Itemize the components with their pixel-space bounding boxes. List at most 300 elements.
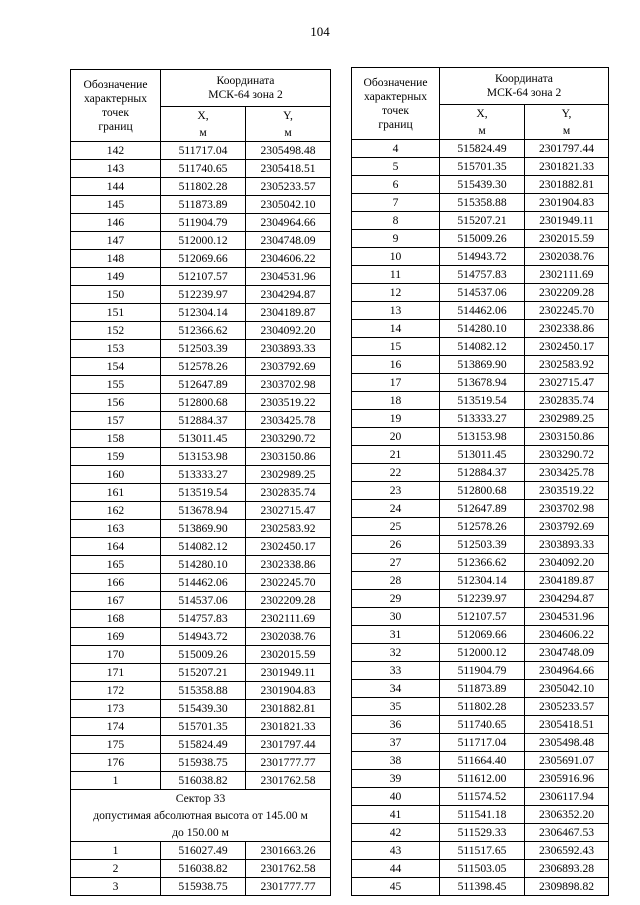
header-y: Y, м: [525, 105, 609, 140]
y-coordinate: 2302583.92: [525, 356, 609, 374]
table-row: [71, 878, 331, 896]
point-number: 29: [352, 590, 440, 608]
table-row: [352, 374, 609, 392]
y-coordinate: 2301949.11: [525, 212, 609, 230]
y-coordinate: 2302245.70: [246, 574, 331, 592]
table-row: [71, 538, 331, 556]
x-coordinate: 512304.14: [161, 304, 246, 322]
point-number: 2: [71, 860, 161, 878]
x-coordinate: 511873.89: [161, 196, 246, 214]
x-coordinate: 512884.37: [440, 464, 525, 482]
x-coordinate: 512884.37: [161, 412, 246, 430]
table-row: [352, 230, 609, 248]
x-coordinate: 511717.04: [440, 734, 525, 752]
y-coordinate: 2302015.59: [246, 646, 331, 664]
x-coordinate: 511717.04: [161, 142, 246, 160]
left-table-body: [71, 142, 331, 790]
table-row: [352, 176, 609, 194]
point-number: 166: [71, 574, 161, 592]
x-coordinate: 511529.33: [440, 824, 525, 842]
point-number: 11: [352, 266, 440, 284]
y-coordinate: 2306592.43: [525, 842, 609, 860]
table-row: [71, 556, 331, 574]
y-coordinate: 2302338.86: [525, 320, 609, 338]
x-coordinate: 514462.06: [440, 302, 525, 320]
coordinates-table-right: [351, 67, 609, 896]
point-number: 37: [352, 734, 440, 752]
x-coordinate: 512800.68: [161, 394, 246, 412]
y-coordinate: 2301821.33: [525, 158, 609, 176]
table-row: [71, 664, 331, 682]
y-coordinate: 2304606.22: [246, 250, 331, 268]
table-row: [352, 590, 609, 608]
x-coordinate: 512647.89: [440, 500, 525, 518]
table-row: [71, 754, 331, 772]
x-coordinate: 512107.57: [161, 268, 246, 286]
x-coordinate: 515938.75: [161, 878, 246, 896]
point-number: 1: [71, 842, 161, 860]
point-number: 33: [352, 662, 440, 680]
table-row: [71, 412, 331, 430]
coordinates-table-left: [70, 69, 331, 896]
point-number: 43: [352, 842, 440, 860]
x-coordinate: 513153.98: [440, 428, 525, 446]
table-row: [71, 646, 331, 664]
table-row: [71, 610, 331, 628]
point-number: 145: [71, 196, 161, 214]
x-coordinate: 515824.49: [161, 736, 246, 754]
table-row: [352, 770, 609, 788]
x-coordinate: 511802.28: [440, 698, 525, 716]
sector-section: [71, 790, 331, 842]
header-designation: Обозначение характерных точек границ: [71, 70, 161, 142]
table-row: [352, 392, 609, 410]
x-coordinate: 515824.49: [440, 140, 525, 158]
point-number: 7: [352, 194, 440, 212]
x-coordinate: 512647.89: [161, 376, 246, 394]
x-coordinate: 514082.12: [440, 338, 525, 356]
point-number: 24: [352, 500, 440, 518]
point-number: 144: [71, 178, 161, 196]
x-coordinate: 512000.12: [161, 232, 246, 250]
point-number: 6: [352, 176, 440, 194]
y-coordinate: 2302038.76: [246, 628, 331, 646]
point-number: 165: [71, 556, 161, 574]
y-coordinate: 2301904.83: [246, 682, 331, 700]
table-row: [71, 340, 331, 358]
table-row: [352, 212, 609, 230]
table-row: [352, 464, 609, 482]
x-coordinate: 512239.97: [440, 590, 525, 608]
x-coordinate: 511740.65: [440, 716, 525, 734]
y-coordinate: 2304092.20: [525, 554, 609, 572]
table-row: [352, 680, 609, 698]
point-number: 45: [352, 878, 440, 896]
x-coordinate: 511873.89: [440, 680, 525, 698]
point-number: 143: [71, 160, 161, 178]
point-number: 159: [71, 448, 161, 466]
y-coordinate: 2302835.74: [246, 484, 331, 502]
x-coordinate: 515701.35: [440, 158, 525, 176]
table-row: [352, 698, 609, 716]
x-coordinate: 514943.72: [440, 248, 525, 266]
point-number: 152: [71, 322, 161, 340]
y-coordinate: 2303893.33: [525, 536, 609, 554]
point-number: 14: [352, 320, 440, 338]
y-coordinate: 2301663.26: [246, 842, 331, 860]
y-coordinate: 2303150.86: [525, 428, 609, 446]
y-coordinate: 2304531.96: [246, 268, 331, 286]
x-coordinate: 515439.30: [161, 700, 246, 718]
table-row: [71, 394, 331, 412]
y-coordinate: 2302835.74: [525, 392, 609, 410]
table-row: [352, 446, 609, 464]
y-coordinate: 2305418.51: [246, 160, 331, 178]
x-coordinate: 515358.88: [440, 194, 525, 212]
sector-height-line2: до 150.00 м: [172, 826, 229, 839]
header-designation: Обозначение характерных точек границ: [352, 68, 440, 140]
point-number: 161: [71, 484, 161, 502]
x-coordinate: 515207.21: [161, 664, 246, 682]
point-number: 30: [352, 608, 440, 626]
point-number: 27: [352, 554, 440, 572]
point-number: 3: [71, 878, 161, 896]
x-coordinate: 511904.79: [440, 662, 525, 680]
x-coordinate: 511740.65: [161, 160, 246, 178]
x-coordinate: 511612.00: [440, 770, 525, 788]
y-coordinate: 2303425.78: [525, 464, 609, 482]
point-number: 9: [352, 230, 440, 248]
x-coordinate: 513678.94: [161, 502, 246, 520]
x-coordinate: 515701.35: [161, 718, 246, 736]
table-row: [352, 536, 609, 554]
x-coordinate: 514462.06: [161, 574, 246, 592]
y-coordinate: 2303425.78: [246, 412, 331, 430]
table-row: [352, 500, 609, 518]
table-row: [352, 356, 609, 374]
x-coordinate: 512000.12: [440, 644, 525, 662]
y-coordinate: 2303893.33: [246, 340, 331, 358]
table-row: [352, 320, 609, 338]
point-number: 25: [352, 518, 440, 536]
point-number: 35: [352, 698, 440, 716]
point-number: 23: [352, 482, 440, 500]
point-number: 163: [71, 520, 161, 538]
sector-height-line1: допустимая абсолютная высота от 145.00 м: [93, 809, 308, 822]
sector-caption: [71, 790, 331, 842]
y-coordinate: 2305418.51: [525, 716, 609, 734]
x-coordinate: 516038.82: [161, 772, 246, 790]
table-row: [71, 142, 331, 160]
y-coordinate: 2304189.87: [525, 572, 609, 590]
y-coordinate: 2301777.77: [246, 754, 331, 772]
x-coordinate: 514943.72: [161, 628, 246, 646]
point-number: 4: [352, 140, 440, 158]
y-coordinate: 2305233.57: [246, 178, 331, 196]
table-row: [352, 518, 609, 536]
x-coordinate: 512366.62: [161, 322, 246, 340]
table-row: [352, 662, 609, 680]
table-row: [71, 574, 331, 592]
y-coordinate: 2301797.44: [525, 140, 609, 158]
y-coordinate: 2302015.59: [525, 230, 609, 248]
point-number: 21: [352, 446, 440, 464]
y-coordinate: 2302715.47: [525, 374, 609, 392]
point-number: 160: [71, 466, 161, 484]
y-coordinate: 2301777.77: [246, 878, 331, 896]
table-row: [352, 338, 609, 356]
y-coordinate: 2304531.96: [525, 608, 609, 626]
table-row: [71, 160, 331, 178]
y-coordinate: 2305498.48: [246, 142, 331, 160]
y-coordinate: 2302111.69: [525, 266, 609, 284]
y-coordinate: 2301904.83: [525, 194, 609, 212]
y-coordinate: 2301821.33: [246, 718, 331, 736]
x-coordinate: 512578.26: [440, 518, 525, 536]
table-row: [71, 448, 331, 466]
table-row: [352, 878, 609, 896]
table-row: [352, 302, 609, 320]
point-number: 17: [352, 374, 440, 392]
table-row: [352, 554, 609, 572]
point-number: 169: [71, 628, 161, 646]
y-coordinate: 2301797.44: [246, 736, 331, 754]
y-coordinate: 2301762.58: [246, 860, 331, 878]
y-coordinate: 2302038.76: [525, 248, 609, 266]
x-coordinate: 514537.06: [161, 592, 246, 610]
x-coordinate: 514537.06: [440, 284, 525, 302]
y-coordinate: 2306352.20: [525, 806, 609, 824]
header-y: Y, м: [246, 107, 331, 142]
x-coordinate: 514280.10: [161, 556, 246, 574]
x-coordinate: 515358.88: [161, 682, 246, 700]
x-coordinate: 516038.82: [161, 860, 246, 878]
table-row: [352, 860, 609, 878]
point-number: 156: [71, 394, 161, 412]
point-number: 8: [352, 212, 440, 230]
page-number: 104: [310, 24, 330, 39]
table-row: [352, 284, 609, 302]
point-number: 146: [71, 214, 161, 232]
point-number: 142: [71, 142, 161, 160]
y-coordinate: 2302209.28: [525, 284, 609, 302]
point-number: 162: [71, 502, 161, 520]
x-coordinate: 512800.68: [440, 482, 525, 500]
y-coordinate: 2305233.57: [525, 698, 609, 716]
y-coordinate: 2304092.20: [246, 322, 331, 340]
x-coordinate: 513153.98: [161, 448, 246, 466]
table-row: [352, 752, 609, 770]
point-number: 44: [352, 860, 440, 878]
table-row: [352, 266, 609, 284]
point-number: 157: [71, 412, 161, 430]
x-coordinate: 512239.97: [161, 286, 246, 304]
table-row: [352, 626, 609, 644]
y-coordinate: 2304964.66: [525, 662, 609, 680]
table-row: [71, 628, 331, 646]
y-coordinate: 2304294.87: [525, 590, 609, 608]
point-number: 19: [352, 410, 440, 428]
x-coordinate: 512503.39: [161, 340, 246, 358]
y-coordinate: 2301949.11: [246, 664, 331, 682]
point-number: 176: [71, 754, 161, 772]
table-row: [71, 466, 331, 484]
point-number: 18: [352, 392, 440, 410]
table-row: [71, 718, 331, 736]
y-coordinate: 2303519.22: [525, 482, 609, 500]
header-x: X, м: [440, 105, 525, 140]
table-row: [71, 232, 331, 250]
point-number: 150: [71, 286, 161, 304]
x-coordinate: 512366.62: [440, 554, 525, 572]
table-row: [71, 592, 331, 610]
y-coordinate: 2302715.47: [246, 502, 331, 520]
x-coordinate: 513011.45: [440, 446, 525, 464]
point-number: 12: [352, 284, 440, 302]
y-coordinate: 2303702.98: [525, 500, 609, 518]
y-coordinate: 2303792.69: [525, 518, 609, 536]
point-number: 170: [71, 646, 161, 664]
y-coordinate: 2302989.25: [246, 466, 331, 484]
table-row: [352, 482, 609, 500]
y-coordinate: 2305916.96: [525, 770, 609, 788]
x-coordinate: 515938.75: [161, 754, 246, 772]
x-coordinate: 514757.83: [440, 266, 525, 284]
point-number: 10: [352, 248, 440, 266]
y-coordinate: 2304294.87: [246, 286, 331, 304]
y-coordinate: 2301762.58: [246, 772, 331, 790]
x-coordinate: 511574.52: [440, 788, 525, 806]
x-coordinate: 514082.12: [161, 538, 246, 556]
table-row: [352, 806, 609, 824]
table-row: [71, 842, 331, 860]
point-number: 15: [352, 338, 440, 356]
point-number: 171: [71, 664, 161, 682]
table-row: [71, 860, 331, 878]
x-coordinate: 513011.45: [161, 430, 246, 448]
point-number: 164: [71, 538, 161, 556]
header-coordinate: Координата МСК-64 зона 2: [440, 68, 609, 105]
sector-title: Сектор 33: [175, 792, 226, 805]
point-number: 158: [71, 430, 161, 448]
point-number: 39: [352, 770, 440, 788]
y-coordinate: 2303792.69: [246, 358, 331, 376]
table-row: [71, 430, 331, 448]
x-coordinate: 514757.83: [161, 610, 246, 628]
y-coordinate: 2302338.86: [246, 556, 331, 574]
y-coordinate: 2303519.22: [246, 394, 331, 412]
y-coordinate: 2303290.72: [246, 430, 331, 448]
table-row: [352, 842, 609, 860]
sector-table-body: [71, 842, 331, 896]
point-number: 173: [71, 700, 161, 718]
y-coordinate: 2304748.09: [246, 232, 331, 250]
y-coordinate: 2302450.17: [525, 338, 609, 356]
table-row: [352, 788, 609, 806]
y-coordinate: 2305042.10: [246, 196, 331, 214]
table-row: [352, 572, 609, 590]
y-coordinate: 2302111.69: [246, 610, 331, 628]
x-coordinate: 511541.18: [440, 806, 525, 824]
table-row: [71, 250, 331, 268]
x-coordinate: 511664.40: [440, 752, 525, 770]
table-row: [71, 358, 331, 376]
x-coordinate: 515009.26: [161, 646, 246, 664]
x-coordinate: 513519.54: [161, 484, 246, 502]
point-number: 154: [71, 358, 161, 376]
point-number: 42: [352, 824, 440, 842]
y-coordinate: 2304748.09: [525, 644, 609, 662]
y-coordinate: 2301882.81: [246, 700, 331, 718]
point-number: 1: [71, 772, 161, 790]
y-coordinate: 2306467.53: [525, 824, 609, 842]
x-coordinate: 513333.27: [161, 466, 246, 484]
point-number: 38: [352, 752, 440, 770]
point-number: 172: [71, 682, 161, 700]
y-coordinate: 2301882.81: [525, 176, 609, 194]
x-coordinate: 512578.26: [161, 358, 246, 376]
x-coordinate: 515439.30: [440, 176, 525, 194]
right-table-body: [352, 140, 609, 896]
table-row: [352, 716, 609, 734]
table-row: [352, 140, 609, 158]
x-coordinate: 513869.90: [161, 520, 246, 538]
table-row: [71, 322, 331, 340]
point-number: 22: [352, 464, 440, 482]
y-coordinate: 2302209.28: [246, 592, 331, 610]
x-coordinate: 511904.79: [161, 214, 246, 232]
table-row: [71, 520, 331, 538]
table-row: [352, 194, 609, 212]
y-coordinate: 2302450.17: [246, 538, 331, 556]
y-coordinate: 2305498.48: [525, 734, 609, 752]
point-number: 41: [352, 806, 440, 824]
table-row: [71, 700, 331, 718]
x-coordinate: 512503.39: [440, 536, 525, 554]
header-coordinate: Координата МСК-64 зона 2: [161, 70, 331, 107]
table-row: [352, 734, 609, 752]
x-coordinate: 513869.90: [440, 356, 525, 374]
table-row: [352, 608, 609, 626]
y-coordinate: 2303290.72: [525, 446, 609, 464]
point-number: 34: [352, 680, 440, 698]
table-row: [71, 304, 331, 322]
y-coordinate: 2302245.70: [525, 302, 609, 320]
point-number: 151: [71, 304, 161, 322]
table-row: [71, 502, 331, 520]
y-coordinate: 2302583.92: [246, 520, 331, 538]
table-row: [352, 824, 609, 842]
y-coordinate: 2305042.10: [525, 680, 609, 698]
point-number: 40: [352, 788, 440, 806]
x-coordinate: 511398.45: [440, 878, 525, 896]
x-coordinate: 516027.49: [161, 842, 246, 860]
point-number: 20: [352, 428, 440, 446]
point-number: 32: [352, 644, 440, 662]
point-number: 168: [71, 610, 161, 628]
table-row: [352, 158, 609, 176]
table-row: [71, 178, 331, 196]
x-coordinate: 511802.28: [161, 178, 246, 196]
table-row: [352, 410, 609, 428]
x-coordinate: 514280.10: [440, 320, 525, 338]
point-number: 167: [71, 592, 161, 610]
point-number: 148: [71, 250, 161, 268]
y-coordinate: 2303702.98: [246, 376, 331, 394]
x-coordinate: 511517.65: [440, 842, 525, 860]
y-coordinate: 2306117.94: [525, 788, 609, 806]
table-row: [352, 644, 609, 662]
